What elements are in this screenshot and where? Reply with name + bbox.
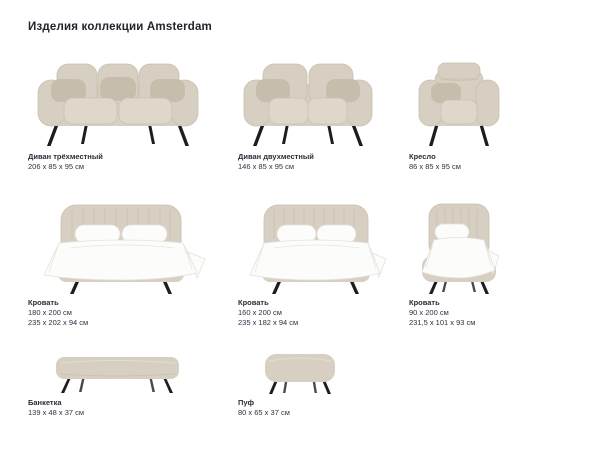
product-dimensions: 90 x 200 см xyxy=(409,308,449,317)
product-card-armchair[interactable] xyxy=(409,58,509,172)
product-label xyxy=(238,152,378,172)
product-name: Кровать xyxy=(28,298,59,307)
product-image-pouf xyxy=(238,344,388,396)
product-label xyxy=(238,398,388,418)
product-image-bed-90 xyxy=(409,196,509,296)
product-name: Кресло xyxy=(409,152,436,161)
sofa-three-seater-illustration xyxy=(28,58,208,150)
product-card-sofa-two-seater[interactable] xyxy=(238,58,378,172)
product-label xyxy=(409,152,509,172)
product-image-armchair xyxy=(409,58,509,150)
product-name: Диван трёхместный xyxy=(28,152,103,161)
product-image-bed-180 xyxy=(28,196,213,296)
product-label xyxy=(28,398,208,418)
bed-160-illustration xyxy=(238,196,393,296)
product-name: Кровать xyxy=(409,298,440,307)
product-card-bed-160[interactable] xyxy=(238,196,393,328)
sofa-two-seater-illustration xyxy=(238,58,378,150)
product-dimensions: 139 x 48 x 37 см xyxy=(28,408,85,417)
product-label xyxy=(238,298,393,328)
product-dimensions: 231,5 x 101 x 93 см xyxy=(409,318,476,327)
product-card-bed-90[interactable] xyxy=(409,196,509,328)
product-image-bench xyxy=(28,344,208,396)
product-dimensions: 180 x 200 см xyxy=(28,308,72,317)
product-dimensions: 146 x 85 x 95 см xyxy=(238,162,295,171)
product-name: Кровать xyxy=(238,298,269,307)
product-dimensions: 160 x 200 см xyxy=(238,308,282,317)
product-name: Банкетка xyxy=(28,398,62,407)
product-card-pouf[interactable] xyxy=(238,344,388,418)
bed-180-illustration xyxy=(28,196,213,296)
product-image-sofa-two-seater xyxy=(238,58,378,150)
product-dimensions: 235 x 202 x 94 см xyxy=(28,318,89,327)
product-card-sofa-three-seater[interactable] xyxy=(28,58,208,172)
product-dimensions: 206 x 85 x 95 см xyxy=(28,162,85,171)
page-title: Изделия коллекции Amsterdam xyxy=(28,21,212,33)
product-card-bed-180[interactable] xyxy=(28,196,213,328)
product-image-sofa-three-seater xyxy=(28,58,208,150)
product-name: Диван двухместный xyxy=(238,152,314,161)
product-dimensions: 235 x 182 x 94 см xyxy=(238,318,299,327)
bed-90-illustration xyxy=(409,196,509,296)
product-label xyxy=(28,152,208,172)
product-label xyxy=(409,298,509,328)
armchair-illustration xyxy=(409,58,509,150)
product-card-bench[interactable] xyxy=(28,344,208,418)
product-dimensions: 86 x 85 x 95 см xyxy=(409,162,461,171)
product-image-bed-160 xyxy=(238,196,393,296)
pouf-illustration xyxy=(238,344,388,396)
product-name: Пуф xyxy=(238,398,255,407)
product-dimensions: 80 x 65 x 37 см xyxy=(238,408,290,417)
bench-illustration xyxy=(28,344,208,396)
product-label xyxy=(28,298,213,328)
